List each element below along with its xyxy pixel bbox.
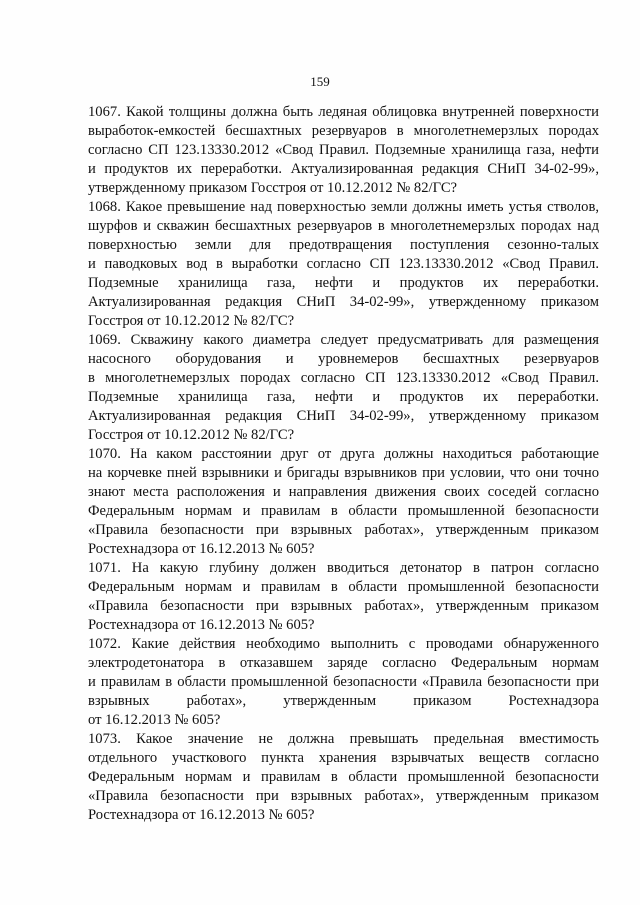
question-line: электродетонатора в отказавшем заряде согласно Федеральным нормам — [88, 655, 599, 671]
question-paragraph — [88, 198, 599, 331]
question-line: Ростехнадзора от 16.12.2013 № 605? — [88, 617, 315, 633]
question-line: и паводковых вод в выработки согласно СП 123.13330.2012 «Свод Правил. — [88, 256, 599, 272]
question-line: поверхностью земли для предотвращения поступления сезонно-талых — [88, 237, 599, 253]
question-line: согласно СП 123.13330.2012 «Свод Правил. Подземные хранилища газа, нефти — [88, 142, 599, 158]
question-line: от 16.12.2013 № 605? — [88, 712, 221, 728]
question-paragraph — [88, 445, 599, 559]
question-line: знают места расположения и направления движения своих соседей согласно — [88, 484, 599, 500]
question-line: 1070. На каком расстоянии друг от друга должны находиться работающие — [88, 446, 599, 462]
question-line: Госстроя от 10.12.2012 № 82/ГС? — [88, 313, 295, 329]
question-line: Федеральным нормам и правилам в области промышленной безопасности — [88, 579, 599, 595]
question-line: выработок-емкостей бесшахтных резервуаров в многолетнемерзлых породах — [88, 123, 599, 139]
question-line: насосного оборудования и уровнемеров бесшахтных резервуаров — [88, 351, 599, 367]
question-line: «Правила безопасности при взрывных работах», утвержденным приказом — [88, 598, 599, 614]
page-number: 159 — [310, 74, 330, 89]
question-paragraph — [88, 331, 599, 445]
question-line: Госстроя от 10.12.2012 № 82/ГС? — [88, 427, 295, 443]
question-line: Подземные хранилища газа, нефти и продуктов их переработки. — [88, 389, 599, 405]
question-line: Подземные хранилища газа, нефти и продуктов их переработки. — [88, 275, 599, 291]
question-line: на корчевке пней взрывники и бригады взрывников при условии, что они точно — [88, 465, 599, 481]
question-line: и правилам в области промышленной безопасности «Правила безопасности при — [88, 674, 599, 690]
question-line: 1068. Какое превышение над поверхностью земли должны иметь устья стволов, — [88, 199, 599, 215]
question-paragraph — [88, 103, 599, 198]
question-line: 1069. Скважину какого диаметра следует предусматривать для размещения — [88, 332, 599, 348]
document-body — [88, 103, 599, 825]
question-line: шурфов и скважин бесшахтных резервуаров в многолетнемерзлых породах над — [88, 218, 599, 234]
question-line: Федеральным нормам и правилам в области промышленной безопасности — [88, 769, 599, 785]
question-paragraph — [88, 635, 599, 730]
question-line: взрывных работах», утвержденным приказом Ростехнадзора — [88, 693, 599, 709]
question-line: отдельного участкового пункта хранения взрывчатых веществ согласно — [88, 750, 599, 766]
question-paragraph — [88, 730, 599, 825]
question-line: Ростехнадзора от 16.12.2013 № 605? — [88, 807, 315, 823]
question-line: Ростехнадзора от 16.12.2013 № 605? — [88, 541, 315, 557]
question-paragraph — [88, 559, 599, 635]
question-line: 1073. Какое значение не должна превышать предельная вместимость — [88, 731, 599, 747]
question-line: и продуктов их переработки. Актуализированная редакция СНиП 34-02-99», — [88, 161, 599, 177]
question-line: 1071. На какую глубину должен вводиться детонатор в патрон согласно — [88, 560, 599, 576]
question-line: в многолетнемерзлых породах согласно СП 123.13330.2012 «Свод Правил. — [88, 370, 599, 386]
question-line: утвержденному приказом Госстроя от 10.12.2012 № 82/ГС? — [88, 180, 458, 196]
question-line: Актуализированная редакция СНиП 34-02-99», утвержденному приказом — [88, 408, 599, 424]
question-line: 1067. Какой толщины должна быть ледяная облицовка внутренней поверхности — [88, 104, 599, 120]
question-line: Федеральным нормам и правилам в области промышленной безопасности — [88, 503, 599, 519]
question-line: Актуализированная редакция СНиП 34-02-99», утвержденному приказом — [88, 294, 599, 310]
question-line: 1072. Какие действия необходимо выполнить с проводами обнаруженного — [88, 636, 599, 652]
question-line: «Правила безопасности при взрывных работах», утвержденным приказом — [88, 522, 599, 538]
question-line: «Правила безопасности при взрывных работах», утвержденным приказом — [88, 788, 599, 804]
